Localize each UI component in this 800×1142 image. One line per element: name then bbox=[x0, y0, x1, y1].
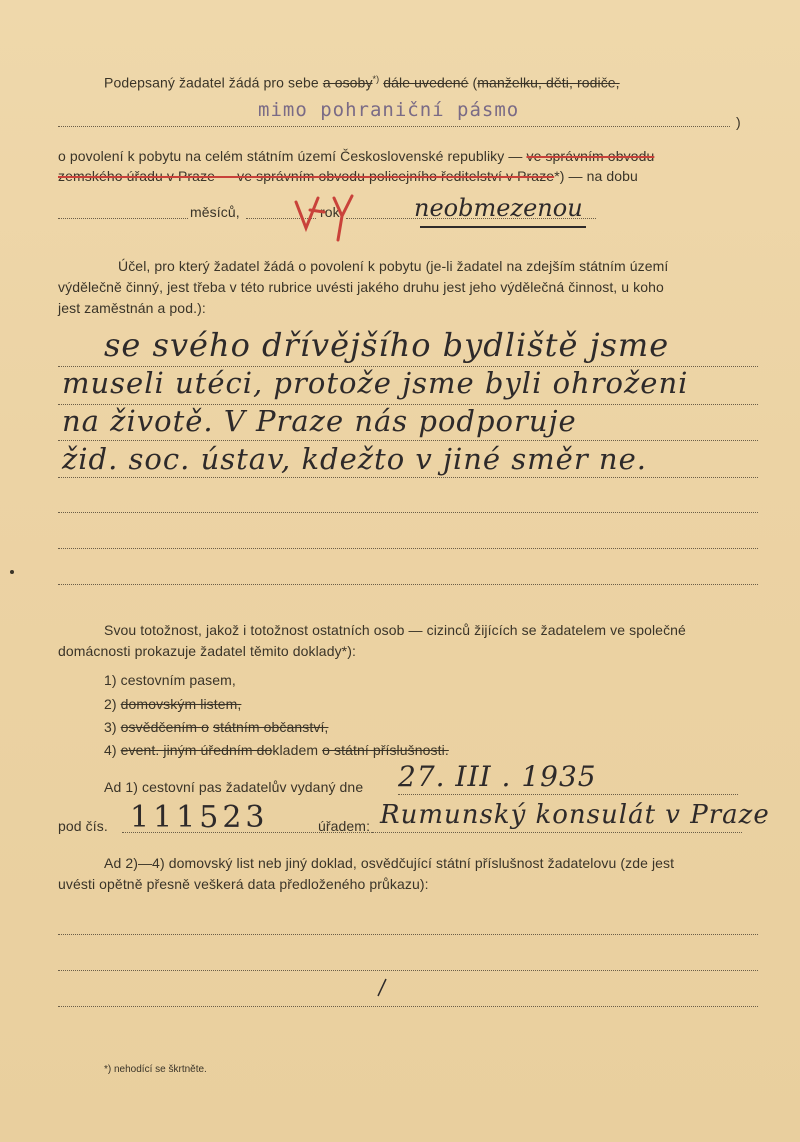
footnote-ref: *) bbox=[372, 74, 380, 84]
doc-num: 4) bbox=[104, 742, 117, 758]
doc-citizenship-b: státním občanství, bbox=[213, 719, 329, 735]
applicant-line bbox=[104, 74, 620, 91]
red-pencil-mark bbox=[290, 188, 370, 248]
months-label: měsíců, bbox=[190, 204, 240, 220]
passport-issued-label: cestovní pas žadatelův vydaný dne bbox=[141, 779, 364, 795]
purpose-text-3: jest zaměstnán a pod.): bbox=[58, 300, 206, 316]
hand-passport-date: 27. III . 1935 bbox=[398, 760, 597, 793]
underline-duration bbox=[420, 226, 586, 228]
open-paren: ( bbox=[472, 74, 478, 91]
hand-issuing-office: Rumunský konsulát v Praze bbox=[380, 800, 770, 830]
dotted-line bbox=[58, 218, 188, 219]
identity-text-2: domácnosti prokazuje žadatel těmito doklady*): bbox=[58, 643, 356, 659]
dotted-line bbox=[58, 584, 758, 585]
hand-purpose-line-3: na životě. V Praze nás podporuje bbox=[62, 404, 577, 438]
ad2-text-1: Ad 2)—4) domovský list neb jiný doklad, osvědčující státní příslušnost žadatelovu (zde jest bbox=[104, 855, 675, 871]
hand-passport-number: 111523 bbox=[130, 800, 269, 835]
doc-passport: cestovním pasem, bbox=[120, 672, 236, 688]
doc-other-c: o státní příslušnosti. bbox=[322, 742, 449, 758]
margin-dot bbox=[10, 570, 14, 574]
doc-option-4 bbox=[104, 742, 449, 758]
doc-num: 3) bbox=[104, 719, 117, 735]
ad-num: 1) bbox=[125, 779, 138, 795]
hand-purpose-line-1: se svého dřívějšího bydliště jsme bbox=[104, 326, 670, 364]
dotted-line bbox=[58, 548, 758, 549]
doc-num: 2) bbox=[104, 696, 117, 712]
purpose-text-1: Účel, pro který žadatel žádá o povolení k pobytu (je-li žadatel na zdejším státním území bbox=[118, 258, 669, 274]
struck-admin-district: ve správním obvodu bbox=[526, 148, 655, 164]
struck-prague-district: zemského úřadu v Praze — ve správním obvodu policejního ředitelství v Praze bbox=[58, 168, 555, 184]
struck-listed: dále uvedené bbox=[383, 74, 469, 91]
purpose-text-2: výdělečně činný, jest třeba v této rubrice uvésti jakého druhu jest jeho výdělečná činnost, u koho bbox=[58, 279, 664, 295]
close-paren: ) bbox=[736, 114, 741, 130]
dotted-line bbox=[58, 440, 758, 441]
dotted-line bbox=[58, 934, 758, 935]
ad-label: Ad bbox=[104, 779, 122, 795]
doc-citizenship-a: osvědčením o bbox=[120, 719, 210, 735]
doc-num: 1) bbox=[104, 672, 117, 688]
struck-persons: a osoby bbox=[322, 74, 373, 91]
dotted-line bbox=[398, 794, 738, 795]
year-label: rok bbox=[320, 204, 340, 220]
hand-duration: neobmezenou bbox=[414, 194, 583, 222]
doc-home-certificate: domovským listem, bbox=[120, 696, 242, 712]
dotted-line bbox=[58, 970, 758, 971]
doc-other-a: event. jiným úředním do bbox=[120, 742, 273, 758]
applicant-text: Podepsaný žadatel žádá pro sebe bbox=[104, 74, 319, 91]
dotted-line bbox=[58, 126, 730, 127]
dotted-line bbox=[58, 477, 758, 478]
dotted-line bbox=[58, 512, 758, 513]
dotted-line bbox=[58, 1006, 758, 1007]
permit-line bbox=[58, 148, 654, 164]
permit-text: o povolení k pobytu na celém státním území Československé republiky — bbox=[58, 148, 523, 164]
ad2-text-2: uvésti opětně přesně veškerá data předloženého průkazu): bbox=[58, 876, 429, 892]
number-label: pod čís. bbox=[58, 818, 108, 834]
stamp-border-zone: mimo pohraniční pásmo bbox=[258, 99, 520, 121]
hand-purpose-line-2: museli utéci, protože jsme byli ohroženi bbox=[62, 366, 689, 400]
doc-option-3 bbox=[104, 719, 328, 735]
hand-purpose-line-4: žid. soc. ústav, kdežto v jiné směr ne. bbox=[62, 442, 647, 476]
pencil-tick bbox=[372, 976, 392, 1000]
doc-option-1 bbox=[104, 672, 236, 688]
dotted-line bbox=[372, 832, 742, 833]
identity-text-1: Svou totožnost, jakož i totožnost ostatních osob — cizinců žijících se žadatelem ve společné bbox=[104, 622, 686, 638]
doc-option-2 bbox=[104, 696, 241, 712]
office-label: úřadem: bbox=[318, 818, 371, 834]
duration-label: *) — na dobu bbox=[554, 168, 638, 184]
doc-other-b: kladem bbox=[272, 742, 319, 758]
permit-line-2 bbox=[58, 168, 638, 184]
ad1-line bbox=[104, 779, 363, 795]
footnote: *) nehodící se škrtněte. bbox=[104, 1064, 207, 1075]
struck-family: manželku, děti, rodiče, bbox=[477, 74, 620, 91]
